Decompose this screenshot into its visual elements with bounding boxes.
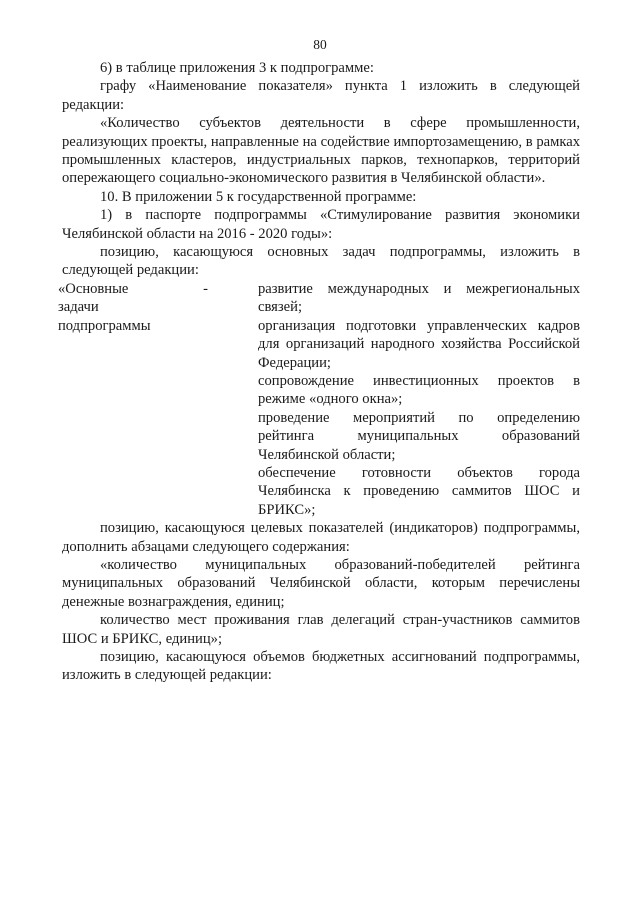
paragraph-position-tasks: позицию, касающуюся основных задач подпрограммы, изложить в следующей редакции: [62, 244, 580, 279]
tasks-label-line1: «Основные [58, 280, 129, 297]
tasks-table-right [258, 280, 580, 519]
paragraph-position-indicators: позицию, касающуюся целевых показателей (индикаторов) подпрограммы, дополнить абзацами следующего содержания: [62, 520, 580, 555]
task-item: проведение мероприятий по определению рейтинга муниципальных образований Челябинской области; [258, 409, 580, 463]
tasks-label-line3: подпрограммы [58, 317, 151, 334]
task-item: развитие международных и межрегиональных связей; [258, 280, 580, 316]
paragraph-6-title: 6) в таблице приложения 3 к подпрограмме: [100, 60, 374, 76]
paragraph-quote-count: «количество муниципальных образований-победителей рейтинга муниципальных образований Челябинской области, которым перечислены денежные вознаграждения, единиц; [62, 556, 580, 610]
paragraph-10-1: 1) в паспорте подпрограммы «Стимулирование развития экономики Челябинской области на 2016 - 2020 годы»: [62, 207, 580, 242]
paragraph-6-quote: «Количество субъектов деятельности в сфере промышленности, реализующих проекты, направленные на содействие импортозамещению, в рамках промышленных кластеров, индустриальных парков, технопарков, территорий опережающего социально-экономического развития в Челябинской области». [62, 115, 580, 187]
paragraph-position-budget: позицию, касающуюся объемов бюджетных ассигнований подпрограммы, изложить в следующей редакции: [62, 649, 580, 684]
task-item: обеспечение готовности объектов города Челябинска к проведению саммитов ШОС и БРИКС»; [258, 464, 580, 518]
document-body [58, 59, 580, 685]
paragraph-10: 10. В приложении 5 к государственной программе: [100, 188, 417, 205]
page-number: 80 [313, 37, 327, 52]
paragraph-6-text: графу «Наименование показателя» пункта 1 изложить в следующей редакции: [62, 78, 580, 113]
tasks-table-left [58, 280, 258, 519]
tasks-label-line2: задачи [58, 299, 99, 316]
task-item: сопровождение инвестиционных проектов в режиме «одного окна»; [258, 372, 580, 408]
tasks-label-dash: - [203, 280, 208, 297]
tasks-table [58, 280, 580, 519]
task-item: организация подготовки управленческих кадров для организаций народного хозяйства Российской Федерации; [258, 317, 580, 371]
paragraph-places: количество мест проживания глав делегаций стран-участников саммитов ШОС и БРИКС, единиц»; [62, 612, 580, 647]
